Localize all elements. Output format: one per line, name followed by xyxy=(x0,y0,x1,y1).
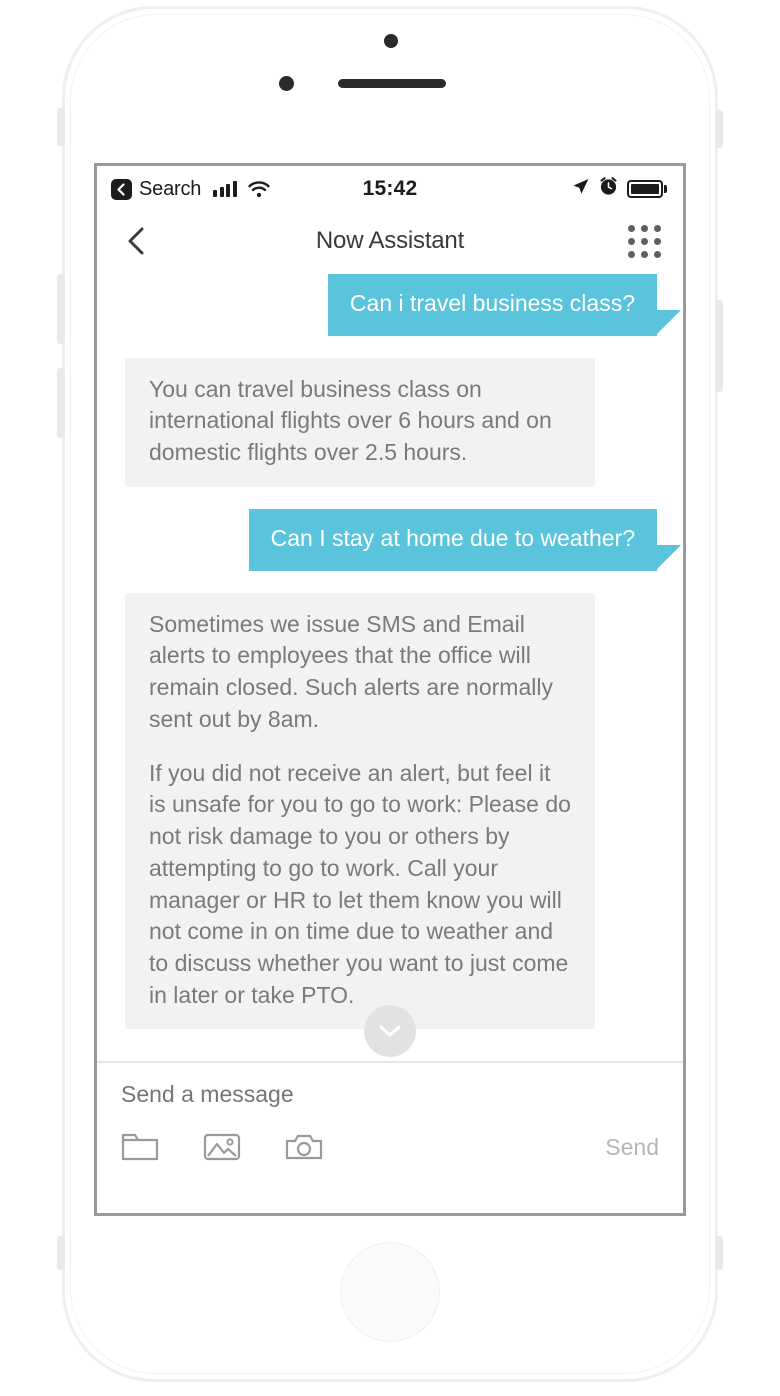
proximity-sensor-icon xyxy=(279,76,294,91)
user-message-bubble: Can i travel business class? xyxy=(328,274,657,336)
frame-accent-right xyxy=(715,1236,723,1270)
status-bar-clock: 15:42 xyxy=(362,177,418,200)
earpiece-speaker xyxy=(338,79,446,88)
composer-actions xyxy=(121,1132,659,1162)
power-button[interactable] xyxy=(715,300,723,392)
silent-switch[interactable] xyxy=(57,108,65,146)
volume-up-button[interactable] xyxy=(57,274,65,344)
bot-message-bubble xyxy=(125,358,595,487)
image-icon[interactable] xyxy=(203,1132,241,1162)
page-title: Now Assistant xyxy=(315,227,465,254)
message-row-bot xyxy=(97,358,683,487)
battery-icon xyxy=(627,180,668,198)
chevron-down-icon[interactable] xyxy=(364,1005,416,1057)
front-camera-icon xyxy=(384,34,398,48)
bot-message-paragraph: Sometimes we issue SMS and Email alerts to employees that the office will remain closed. Such alerts are normally sent out by 8am. xyxy=(149,610,553,732)
status-back-label[interactable]: Search xyxy=(139,177,202,200)
user-message-bubble: Can I stay at home due to weather? xyxy=(249,509,657,571)
alarm-clock-icon xyxy=(599,177,618,201)
phone-screen xyxy=(94,163,686,1216)
message-row-user xyxy=(97,274,683,336)
conversation-list[interactable] xyxy=(97,270,683,1061)
message-composer xyxy=(97,1061,683,1213)
grid-menu-icon[interactable] xyxy=(628,225,661,258)
chevron-left-icon[interactable] xyxy=(119,224,153,258)
message-row-bot xyxy=(97,593,683,1030)
send-button[interactable]: Send xyxy=(605,1133,659,1160)
home-button[interactable] xyxy=(340,1242,440,1342)
bot-message-paragraph: If you did not receive an alert, but feel it is unsafe for you to go to work: Please do not risk damage to you or others by attempting to go to work. Call your manager or HR to let them know you will not come in on time due to weather and to discuss whether you want to just come in later or take PTO. xyxy=(149,759,571,1008)
power-button-top[interactable] xyxy=(715,110,723,148)
signal-bars-icon xyxy=(213,181,237,197)
status-bar-right xyxy=(571,177,668,201)
bot-message-paragraph: You can travel business class on international flights over 6 hours and on domestic flights over 2.5 hours. xyxy=(149,375,552,466)
back-arrow-icon[interactable] xyxy=(111,179,132,200)
folder-icon[interactable] xyxy=(121,1132,159,1162)
status-bar xyxy=(97,166,683,212)
status-bar-left[interactable] xyxy=(111,178,270,201)
volume-down-button[interactable] xyxy=(57,368,65,438)
wifi-icon xyxy=(248,181,270,198)
camera-icon[interactable] xyxy=(285,1132,323,1162)
navigation-bar xyxy=(97,212,683,270)
frame-accent-left xyxy=(57,1236,65,1270)
message-input[interactable] xyxy=(121,1081,659,1108)
bot-message-bubble xyxy=(125,593,595,1030)
location-arrow-icon xyxy=(571,177,590,201)
message-row-user xyxy=(97,509,683,571)
